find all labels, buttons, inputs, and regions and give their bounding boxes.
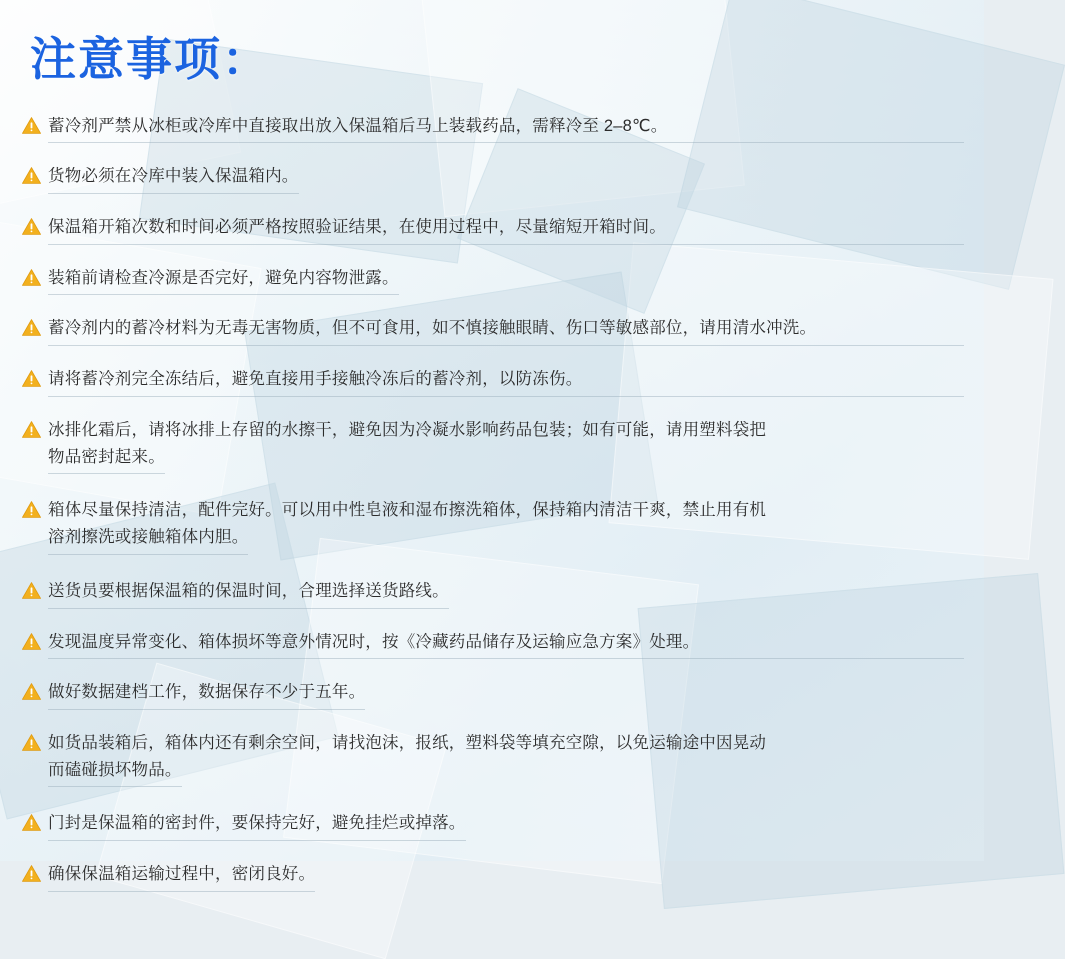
- notice-text-line: 箱体尽量保持清洁，配件完好。可以用中性皂液和湿布擦洗箱体，保持箱内清洁干爽，禁止用有机: [48, 501, 767, 520]
- list-item: [22, 730, 964, 793]
- list-item: [22, 366, 964, 400]
- notice-text: 发现温度异常变化、箱体损坏等意外情况时，按《冷藏药品储存及运输应急方案》处理。: [48, 629, 964, 660]
- notice-text-line: 物品密封起来。: [48, 444, 165, 475]
- notice-list: [22, 113, 964, 895]
- warning-triangle-icon: [22, 683, 41, 700]
- list-item: [22, 629, 964, 663]
- notice-text: 蓄冷剂严禁从冰柜或冷库中直接取出放入保温箱后马上装载药品，需释冷至 2–8℃。: [48, 113, 964, 144]
- warning-triangle-icon: [22, 269, 41, 286]
- list-item: [22, 497, 964, 560]
- notice-text: 送货员要根据保温箱的保温时间，合理选择送货路线。: [48, 578, 449, 609]
- notice-text: [48, 497, 964, 557]
- notice-text: [48, 730, 964, 790]
- list-item: [22, 163, 964, 197]
- warning-triangle-icon: [22, 167, 41, 184]
- notice-text: 门封是保温箱的密封件，要保持完好，避免挂烂或掉落。: [48, 810, 466, 841]
- warning-triangle-icon: [22, 421, 41, 438]
- list-item: [22, 417, 964, 480]
- notice-text-line: 溶剂擦洗或接触箱体内胆。: [48, 524, 248, 555]
- notice-text: 确保保温箱运输过程中，密闭良好。: [48, 861, 315, 892]
- notice-text-line: 冰排化霜后，请将冰排上存留的水擦干，避免因为冷凝水影响药品包装；如有可能，请用塑料袋把: [48, 420, 767, 439]
- warning-triangle-icon: [22, 814, 41, 831]
- warning-triangle-icon: [22, 734, 41, 751]
- notice-text: 装箱前请检查冷源是否完好，避免内容物泄露。: [48, 265, 399, 296]
- notice-text: 保温箱开箱次数和时间必须严格按照验证结果，在使用过程中，尽量缩短开箱时间。: [48, 214, 964, 245]
- list-item: [22, 315, 964, 349]
- list-item: [22, 113, 964, 147]
- list-item: [22, 679, 964, 713]
- warning-triangle-icon: [22, 633, 41, 650]
- warning-triangle-icon: [22, 501, 41, 518]
- warning-triangle-icon: [22, 865, 41, 882]
- warning-triangle-icon: [22, 370, 41, 387]
- notice-text: 蓄冷剂内的蓄冷材料为无毒无害物质，但不可食用，如不慎接触眼睛、伤口等敏感部位，请用清水冲洗。: [48, 315, 964, 346]
- page-title: 注意事项：: [30, 33, 270, 85]
- notice-text-line: 而磕碰损坏物品。: [48, 757, 182, 788]
- list-item: [22, 578, 964, 612]
- warning-triangle-icon: [22, 319, 41, 336]
- notice-text: 请将蓄冷剂完全冻结后，避免直接用手接触冷冻后的蓄冷剂，以防冻伤。: [48, 366, 964, 397]
- list-item: [22, 265, 964, 299]
- notice-text-line: 如货品装箱后，箱体内还有剩余空间，请找泡沫，报纸，塑料袋等填充空隙，以免运输途中因晃动: [48, 733, 767, 752]
- list-item: [22, 861, 964, 895]
- list-item: [22, 810, 964, 844]
- warning-triangle-icon: [22, 582, 41, 599]
- warning-triangle-icon: [22, 117, 41, 134]
- notice-text: 做好数据建档工作，数据保存不少于五年。: [48, 679, 365, 710]
- notice-text: [48, 417, 964, 477]
- list-item: [22, 214, 964, 248]
- notice-text: 货物必须在冷库中装入保温箱内。: [48, 163, 299, 194]
- warning-triangle-icon: [22, 218, 41, 235]
